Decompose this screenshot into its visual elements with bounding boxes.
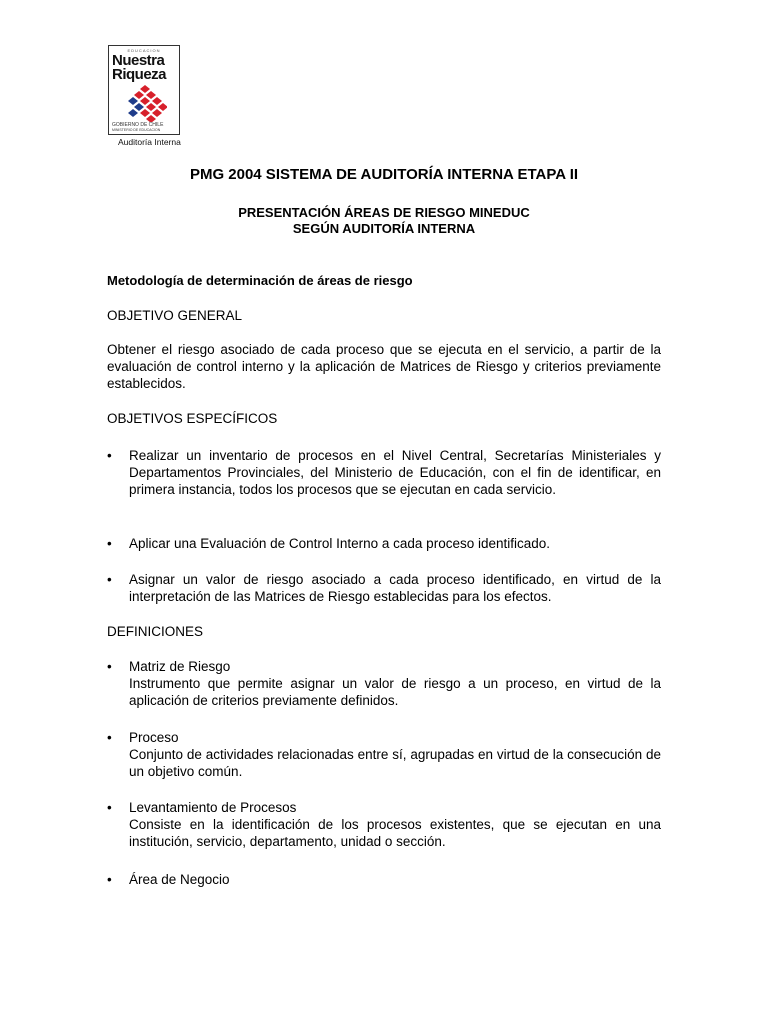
definition-term: Área de Negocio — [129, 872, 230, 887]
logo-emblem-icon — [123, 84, 167, 122]
specific-objective-item — [107, 571, 661, 605]
definition-item — [107, 729, 661, 780]
bullet-icon: • — [107, 730, 112, 745]
bullet-icon: • — [107, 572, 112, 587]
logo-ministry-line: MINISTERIO DE EDUCACION — [112, 128, 161, 132]
definition-item — [107, 658, 661, 709]
emblem-diamond — [146, 91, 156, 99]
logo-caption: Auditoría Interna — [118, 137, 181, 147]
specific-objective-item — [107, 447, 661, 498]
definition-description: Instrumento que permite asignar un valor de riesgo a un proceso, en virtud de la aplicación de criterios previamente definidos. — [129, 676, 661, 708]
logo-government-line: GOBIERNO DE CHILE — [112, 122, 164, 128]
document-title: PMG 2004 SISTEMA DE AUDITORÍA INTERNA ETAPA II — [189, 166, 579, 183]
document-subtitle-line1: PRESENTACIÓN ÁREAS DE RIESGO MINEDUC — [238, 205, 530, 220]
emblem-diamond — [134, 91, 144, 99]
emblem-diamond — [158, 103, 167, 111]
specific-objective-item — [107, 535, 661, 552]
general-objective-text: Obtener el riesgo asociado de cada proceso que se ejecuta en el servicio, a partir de la evaluación de control interno y la aplicación de Matrices de Riesgo y criterios previamente establecidos. — [107, 342, 661, 391]
emblem-diamond — [140, 97, 150, 105]
definition-item — [107, 799, 661, 850]
logo-word-nuestra: Nuestra — [112, 52, 165, 69]
bullet-icon: • — [107, 800, 112, 815]
definition-term: Matriz de Riesgo — [129, 659, 231, 674]
ministry-logo — [108, 45, 180, 135]
emblem-diamond — [140, 109, 150, 117]
general-objective-heading: OBJETIVO GENERAL — [107, 308, 243, 323]
emblem-diamond — [140, 85, 150, 93]
definition-term: Proceso — [129, 730, 179, 745]
bullet-icon: • — [107, 872, 112, 887]
specific-objective-text: Asignar un valor de riesgo asociado a cada proceso identificado, en virtud de la interpretación de las Matrices de Riesgo establecidas para los efectos. — [129, 572, 661, 604]
definitions-heading: DEFINICIONES — [107, 624, 204, 639]
definition-item — [107, 871, 661, 888]
specific-objective-text: Realizar un inventario de procesos en el Nivel Central, Secretarías Ministeriales y Departamentos Provinciales, del Ministerio de Educación, con el fin de identificar, en primera instancia, todos los procesos que se ejecutan en cada servicio. — [129, 448, 661, 497]
definition-description: Consiste en la identificación de los procesos existentes, que se ejecutan en una institución, servicio, departamento, unidad o sección. — [129, 817, 661, 849]
emblem-diamond — [152, 97, 162, 105]
document-subtitle-line2: SEGÚN AUDITORÍA INTERNA — [292, 221, 476, 236]
logo-top-line: EDUCACION — [127, 48, 161, 53]
emblem-diamond — [134, 103, 144, 111]
emblem-diamond — [152, 109, 162, 117]
definition-term: Levantamiento de Procesos — [129, 800, 297, 815]
bullet-icon: • — [107, 448, 112, 463]
logo-word-riqueza: Riqueza — [112, 66, 167, 83]
emblem-diamond — [146, 115, 156, 122]
specific-objective-text: Aplicar una Evaluación de Control Interno a cada proceso identificado. — [129, 536, 551, 551]
emblem-diamond — [128, 109, 138, 117]
emblem-diamond — [128, 97, 138, 105]
emblem-diamond — [146, 103, 156, 111]
methodology-heading: Metodología de determinación de áreas de riesgo — [107, 273, 413, 288]
bullet-icon: • — [107, 536, 112, 551]
specific-objectives-heading: OBJETIVOS ESPECÍFICOS — [107, 411, 278, 426]
bullet-icon: • — [107, 659, 112, 674]
definition-description: Conjunto de actividades relacionadas entre sí, agrupadas en virtud de la consecución de un objetivo común. — [129, 747, 661, 779]
